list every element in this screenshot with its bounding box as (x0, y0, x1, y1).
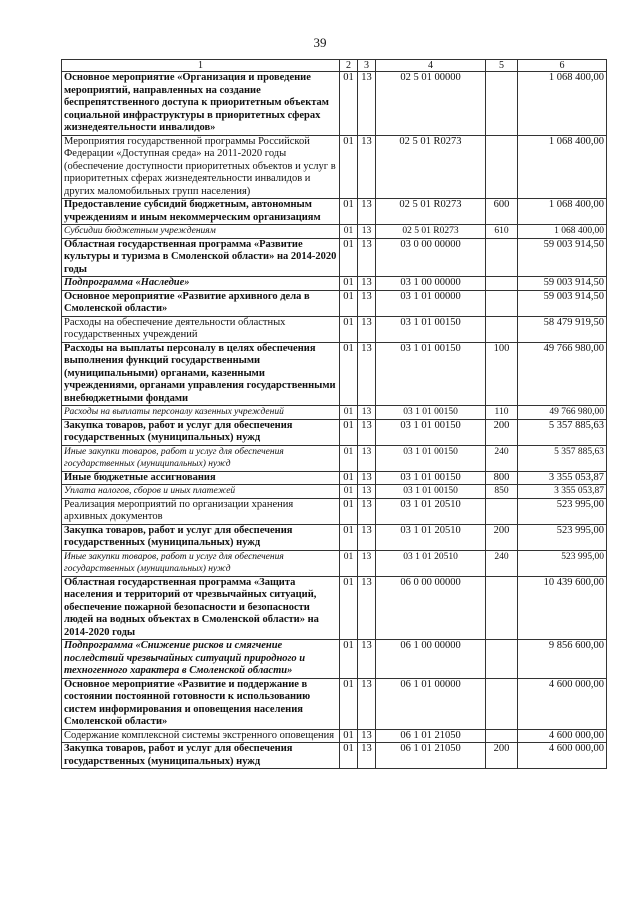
row-target-code: 03 1 01 00150 (376, 406, 486, 420)
row-name: Подпрограмма «Снижение рисков и смягчение последствий чрезвычайных ситуаций природного и техногенного характера в Смоленской области» (62, 640, 340, 679)
row-section: 01 (340, 238, 358, 277)
row-amount: 4 600 000,00 (518, 678, 607, 729)
row-subsection: 13 (358, 485, 376, 499)
row-amount: 5 357 885,63 (518, 419, 607, 445)
row-section: 01 (340, 743, 358, 769)
row-expense-type (486, 729, 518, 743)
header-col-2: 2 (340, 60, 358, 72)
row-expense-type: 600 (486, 199, 518, 225)
row-subsection: 13 (358, 640, 376, 679)
row-target-code: 03 1 01 00150 (376, 471, 486, 485)
row-target-code: 03 1 01 00150 (376, 485, 486, 499)
row-name: Содержание комплексной системы экстренного оповещения (62, 729, 340, 743)
table-row (62, 678, 607, 729)
row-amount: 1 068 400,00 (518, 135, 607, 199)
row-expense-type: 110 (486, 406, 518, 420)
row-target-code: 02 5 01 R0273 (376, 135, 486, 199)
row-target-code: 06 1 01 21050 (376, 729, 486, 743)
row-section: 01 (340, 524, 358, 550)
row-name: Расходы на обеспечение деятельности областных государственных учреждений (62, 316, 340, 342)
row-name: Подпрограмма «Наследие» (62, 277, 340, 291)
table-row (62, 277, 607, 291)
row-name: Субсидии бюджетным учреждениям (62, 225, 340, 239)
table-row (62, 406, 607, 420)
row-name: Мероприятия государственной программы Российской Федерации «Доступная среда» на 2011-2020 годы (обеспечение доступности приоритетных объектов и услуг в приоритетных сферах жизнедеятельности инвалидов и других маломобильных групп населения) (62, 135, 340, 199)
table-row (62, 640, 607, 679)
row-subsection: 13 (358, 72, 376, 136)
row-target-code: 02 5 01 00000 (376, 72, 486, 136)
row-subsection: 13 (358, 445, 376, 471)
row-subsection: 13 (358, 471, 376, 485)
row-target-code: 03 1 01 20510 (376, 524, 486, 550)
row-name: Предоставление субсидий бюджетным, автономным учреждениям и иным некоммерческим организациям (62, 199, 340, 225)
table-row (62, 225, 607, 239)
budget-table (61, 59, 607, 769)
row-name: Иные бюджетные ассигнования (62, 471, 340, 485)
header-col-1: 1 (62, 60, 340, 72)
table-row (62, 524, 607, 550)
row-target-code: 02 5 01 R0273 (376, 199, 486, 225)
row-target-code: 03 0 00 00000 (376, 238, 486, 277)
row-target-code: 03 1 01 00150 (376, 342, 486, 406)
row-section: 01 (340, 576, 358, 640)
row-target-code: 06 1 01 21050 (376, 743, 486, 769)
row-expense-type: 200 (486, 419, 518, 445)
row-subsection: 13 (358, 277, 376, 291)
row-subsection: 13 (358, 135, 376, 199)
row-target-code: 03 1 01 00150 (376, 316, 486, 342)
header-row (62, 60, 607, 72)
table-row (62, 743, 607, 769)
row-subsection: 13 (358, 678, 376, 729)
table-row (62, 576, 607, 640)
row-subsection: 13 (358, 406, 376, 420)
page-number: 39 (313, 35, 327, 50)
row-section: 01 (340, 199, 358, 225)
row-expense-type: 850 (486, 485, 518, 499)
table-row (62, 135, 607, 199)
row-name: Реализация мероприятий по организации хранения архивных документов (62, 498, 340, 524)
row-section: 01 (340, 419, 358, 445)
row-expense-type: 240 (486, 445, 518, 471)
row-subsection: 13 (358, 316, 376, 342)
header-col-4: 4 (376, 60, 486, 72)
row-section: 01 (340, 678, 358, 729)
row-target-code: 02 5 01 R0273 (376, 225, 486, 239)
row-target-code: 06 1 01 00000 (376, 678, 486, 729)
row-section: 01 (340, 485, 358, 499)
row-name: Основное мероприятие «Организация и проведение мероприятий, направленных на создание беспрепятственного доступа к приоритетным объектам социальной инфраструктуры в приоритетных сферах жизнедеятельности инвалидов» (62, 72, 340, 136)
row-name: Основное мероприятие «Развитие архивного дела в Смоленской области» (62, 290, 340, 316)
header-col-5: 5 (486, 60, 518, 72)
row-subsection: 13 (358, 498, 376, 524)
row-section: 01 (340, 135, 358, 199)
row-expense-type (486, 290, 518, 316)
row-name: Основное мероприятие «Развитие и поддержание в состоянии постоянной готовности к использованию систем информирования и оповещения населения Смоленской области» (62, 678, 340, 729)
table-row (62, 199, 607, 225)
row-amount: 523 995,00 (518, 498, 607, 524)
row-target-code: 03 1 01 00150 (376, 445, 486, 471)
row-subsection: 13 (358, 238, 376, 277)
row-expense-type: 200 (486, 743, 518, 769)
row-expense-type: 200 (486, 524, 518, 550)
row-expense-type (486, 238, 518, 277)
row-amount: 5 357 885,63 (518, 445, 607, 471)
row-name: Расходы на выплаты персоналу в целях обеспечения выполнения функций государственными (муниципальными) органами, казенными учреждениями, органами управления государственными внебюджетными фондами (62, 342, 340, 406)
row-amount: 59 003 914,50 (518, 238, 607, 277)
row-section: 01 (340, 316, 358, 342)
row-subsection: 13 (358, 743, 376, 769)
row-name: Закупка товаров, работ и услуг для обеспечения государственных (муниципальных) нужд (62, 524, 340, 550)
row-expense-type (486, 640, 518, 679)
row-subsection: 13 (358, 550, 376, 576)
row-amount: 59 003 914,50 (518, 277, 607, 291)
row-subsection: 13 (358, 419, 376, 445)
row-amount: 3 355 053,87 (518, 471, 607, 485)
row-subsection: 13 (358, 729, 376, 743)
table-row (62, 290, 607, 316)
table-row (62, 342, 607, 406)
row-amount: 58 479 919,50 (518, 316, 607, 342)
row-expense-type (486, 316, 518, 342)
row-expense-type (486, 498, 518, 524)
row-amount: 1 068 400,00 (518, 199, 607, 225)
row-name: Закупка товаров, работ и услуг для обеспечения государственных (муниципальных) нужд (62, 743, 340, 769)
row-amount: 9 856 600,00 (518, 640, 607, 679)
row-expense-type: 100 (486, 342, 518, 406)
row-section: 01 (340, 72, 358, 136)
row-section: 01 (340, 471, 358, 485)
row-subsection: 13 (358, 342, 376, 406)
row-target-code: 03 1 01 20510 (376, 498, 486, 524)
row-target-code: 06 1 00 00000 (376, 640, 486, 679)
header-col-6: 6 (518, 60, 607, 72)
row-target-code: 03 1 00 00000 (376, 277, 486, 291)
row-expense-type (486, 277, 518, 291)
row-target-code: 03 1 01 00150 (376, 419, 486, 445)
header-col-3: 3 (358, 60, 376, 72)
row-target-code: 06 0 00 00000 (376, 576, 486, 640)
row-subsection: 13 (358, 524, 376, 550)
row-subsection: 13 (358, 290, 376, 316)
table-row (62, 238, 607, 277)
row-section: 01 (340, 406, 358, 420)
row-expense-type (486, 135, 518, 199)
row-amount: 523 995,00 (518, 524, 607, 550)
row-expense-type (486, 72, 518, 136)
table-row (62, 445, 607, 471)
row-target-code: 03 1 01 00000 (376, 290, 486, 316)
row-amount: 49 766 980,00 (518, 342, 607, 406)
row-target-code: 03 1 01 20510 (376, 550, 486, 576)
row-section: 01 (340, 225, 358, 239)
row-name: Областная государственная программа «Развитие культуры и туризма в Смоленской области» на 2014-2020 годы (62, 238, 340, 277)
row-section: 01 (340, 498, 358, 524)
row-name: Расходы на выплаты персоналу казенных учреждений (62, 406, 340, 420)
row-amount: 4 600 000,00 (518, 729, 607, 743)
table-row (62, 729, 607, 743)
row-subsection: 13 (358, 576, 376, 640)
row-section: 01 (340, 342, 358, 406)
row-amount: 4 600 000,00 (518, 743, 607, 769)
row-amount: 59 003 914,50 (518, 290, 607, 316)
row-amount: 10 439 600,00 (518, 576, 607, 640)
row-name: Областная государственная программа «Защита населения и территорий от чрезвычайных ситуаций, обеспечение пожарной безопасности и безопасности людей на водных объектах в Смоленской области» на 2014-2020 годы (62, 576, 340, 640)
table-row (62, 485, 607, 499)
table-row (62, 316, 607, 342)
row-expense-type: 800 (486, 471, 518, 485)
row-section: 01 (340, 277, 358, 291)
row-amount: 3 355 053,87 (518, 485, 607, 499)
row-amount: 1 068 400,00 (518, 72, 607, 136)
row-subsection: 13 (358, 225, 376, 239)
table-row (62, 498, 607, 524)
row-expense-type (486, 576, 518, 640)
row-name: Закупка товаров, работ и услуг для обеспечения государственных (муниципальных) нужд (62, 419, 340, 445)
row-expense-type (486, 678, 518, 729)
row-amount: 49 766 980,00 (518, 406, 607, 420)
row-expense-type: 240 (486, 550, 518, 576)
row-expense-type: 610 (486, 225, 518, 239)
table-row (62, 550, 607, 576)
table-row (62, 471, 607, 485)
row-section: 01 (340, 640, 358, 679)
row-section: 01 (340, 550, 358, 576)
row-name: Уплата налогов, сборов и иных платежей (62, 485, 340, 499)
row-section: 01 (340, 729, 358, 743)
row-amount: 523 995,00 (518, 550, 607, 576)
row-section: 01 (340, 290, 358, 316)
row-amount: 1 068 400,00 (518, 225, 607, 239)
row-section: 01 (340, 445, 358, 471)
table-row (62, 419, 607, 445)
row-subsection: 13 (358, 199, 376, 225)
table-row (62, 72, 607, 136)
row-name: Иные закупки товаров, работ и услуг для обеспечения государственных (муниципальных) нужд (62, 445, 340, 471)
row-name: Иные закупки товаров, работ и услуг для обеспечения государственных (муниципальных) нужд (62, 550, 340, 576)
